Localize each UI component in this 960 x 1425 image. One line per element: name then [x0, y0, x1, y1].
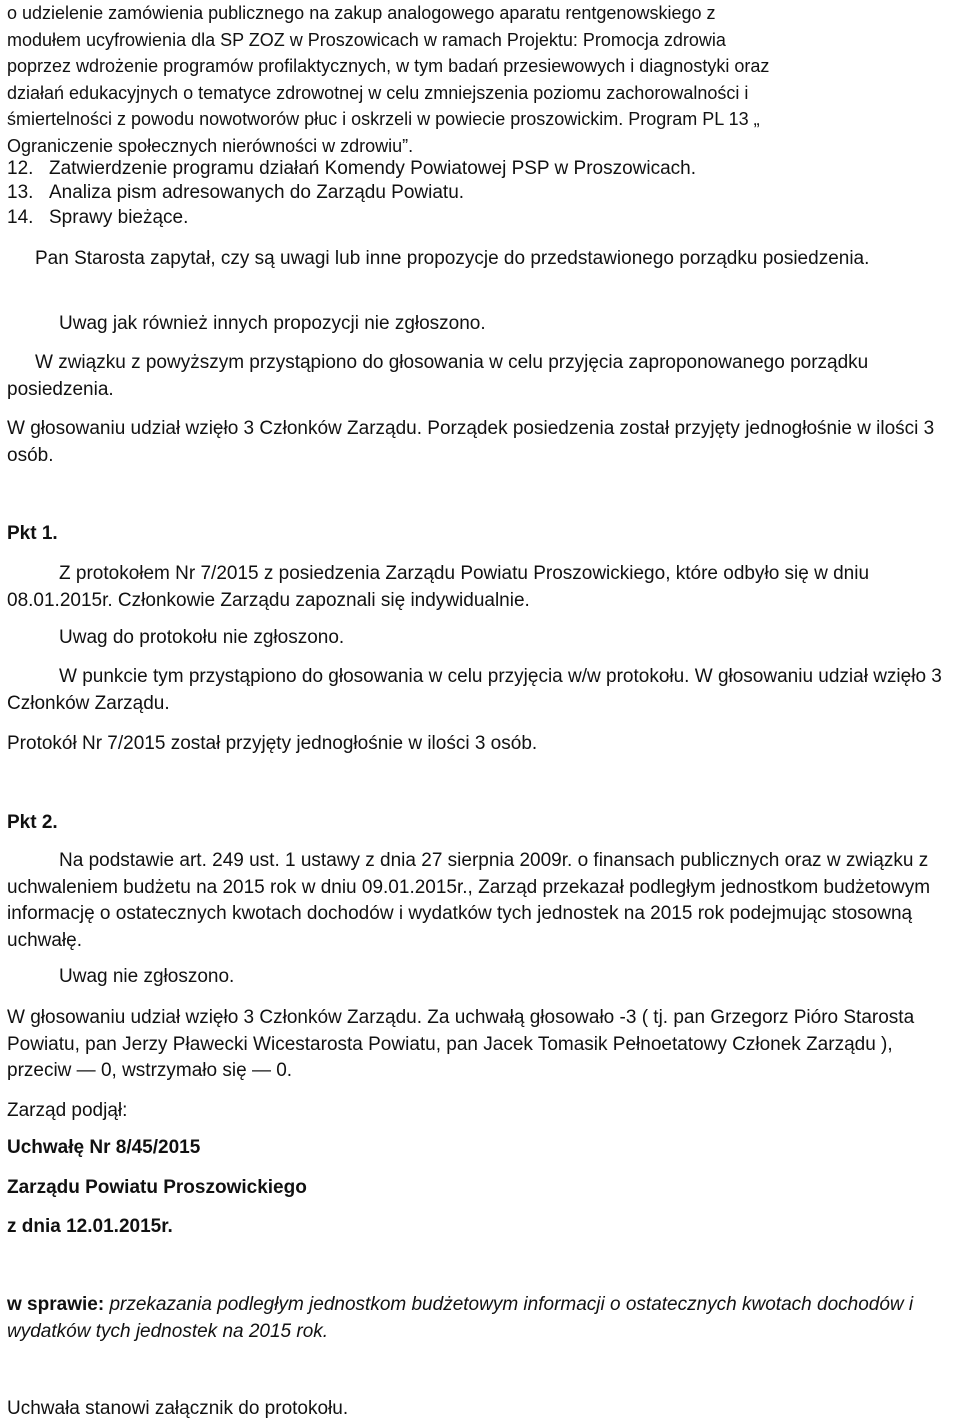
- agenda-number: 12.: [7, 158, 34, 179]
- pkt1-paragraph-2: Uwag do protokołu nie zgłoszono.: [59, 627, 345, 648]
- attachment-note: Uchwała stanowi załącznik do protokołu.: [7, 1398, 349, 1419]
- agenda-text: Sprawy bieżące.: [49, 207, 189, 228]
- intro-line: poprzez wdrożenie programów profilaktycznych, w tym badań przesiewowych i diagnostyki oraz: [7, 56, 770, 76]
- resolution-number: Uchwałę Nr 8/45/2015: [7, 1137, 201, 1158]
- intro-paragraph: [7, 0, 957, 159]
- agenda-number: 13.: [7, 182, 34, 203]
- pkt2-paragraph-2: Uwag nie zgłoszono.: [59, 966, 235, 987]
- intro-line: Ograniczenie społecznych nierówności w zdrowiu”.: [7, 135, 414, 156]
- vote-intro-text: W związku z powyższym przystąpiono do głosowania w celu przyjęcia zaproponowanego porządku posiedzenia.: [7, 352, 869, 400]
- resolution-authority: Zarządu Powiatu Proszowickiego: [7, 1177, 307, 1198]
- subject-label: w sprawie:: [7, 1294, 105, 1315]
- agenda-item-13: [7, 180, 464, 206]
- subject-text: przekazania podległym jednostkom budżetowym informacji o ostatecznych kwotach dochodów i wydatków tych jednostek na 2015 rok.: [7, 1294, 914, 1342]
- pkt2-heading: Pkt 2.: [7, 812, 58, 833]
- pkt1-paragraph-4: Protokół Nr 7/2015 został przyjęty jednogłośnie w ilości 3 osób.: [7, 733, 538, 754]
- pkt1-paragraph-1: Z protokołem Nr 7/2015 z posiedzenia Zarządu Powiatu Proszowickiego, które odbyło się w dniu 08.01.2015r. Członkowie Zarządu zapoznali się indywidualnie.: [7, 563, 870, 611]
- vote-result-text: W głosowaniu udział wzięło 3 Członków Zarządu. Porządek posiedzenia został przyjęty jednogłośnie w ilości 3 osób.: [7, 418, 935, 466]
- pkt2-paragraph-3: W głosowaniu udział wzięło 3 Członków Zarządu. Za uchwałą głosowało -3 ( tj. pan Grzegorz Pióro Starosta Powiatu, pan Jerzy Pławecki Wicestarosta Powiatu, pan Jacek Tomasik Pełnoetatowy Członek Zarządu ), przeciw — 0, wstrzymało się — 0.: [7, 1007, 915, 1081]
- pkt2-paragraph-4: Zarząd podjął:: [7, 1100, 128, 1121]
- agenda-item-12: [7, 156, 696, 182]
- pkt2-paragraph-1: Na podstawie art. 249 ust. 1 ustawy z dnia 27 sierpnia 2009r. o finansach publicznych oraz w związku z uchwaleniem budżetu na 2015 rok w dniu 09.01.2015r., Zarząd przekazał podległym jednostkom budżetowym informację o ostatecznych kwotach dochodów i wydatków tych jednostek na 2015 rok podejmując stosowną uchwałę.: [7, 850, 931, 951]
- no-remarks-text: Uwag jak również innych propozycji nie zgłoszono.: [59, 313, 486, 334]
- starosta-question: Pan Starosta zapytał, czy są uwagi lub inne propozycje do przedstawionego porządku posiedzenia.: [35, 248, 870, 269]
- intro-line: działań edukacyjnych o tematyce zdrowotnej w celu zmniejszenia poziomu zachorowalności i: [7, 82, 749, 103]
- intro-line: modułem ucyfrowienia dla SP ZOZ w Proszowicach w ramach Projektu: Promocja zdrowia: [7, 29, 726, 50]
- agenda-text: Zatwierdzenie programu działań Komendy Powiatowej PSP w Proszowicach.: [49, 158, 697, 179]
- intro-line: śmiertelności z powodu nowotworów płuc i oskrzeli w powiecie proszowickim. Program PL 13 „: [7, 109, 760, 129]
- resolution-date: z dnia 12.01.2015r.: [7, 1216, 173, 1237]
- pkt1-paragraph-3: W punkcie tym przystąpiono do głosowania w celu przyjęcia w/w protokołu. W głosowaniu udział wzięło 3 Członków Zarządu.: [7, 666, 942, 714]
- agenda-number: 14.: [7, 207, 34, 228]
- resolution-subject: [7, 1292, 953, 1345]
- intro-line: o udzielenie zamówienia publicznego na zakup analogowego aparatu rentgenowskiego z: [7, 3, 716, 23]
- agenda-text: Analiza pism adresowanych do Zarządu Powiatu.: [49, 182, 465, 203]
- agenda-item-14: [7, 205, 188, 231]
- pkt1-heading: Pkt 1.: [7, 523, 58, 544]
